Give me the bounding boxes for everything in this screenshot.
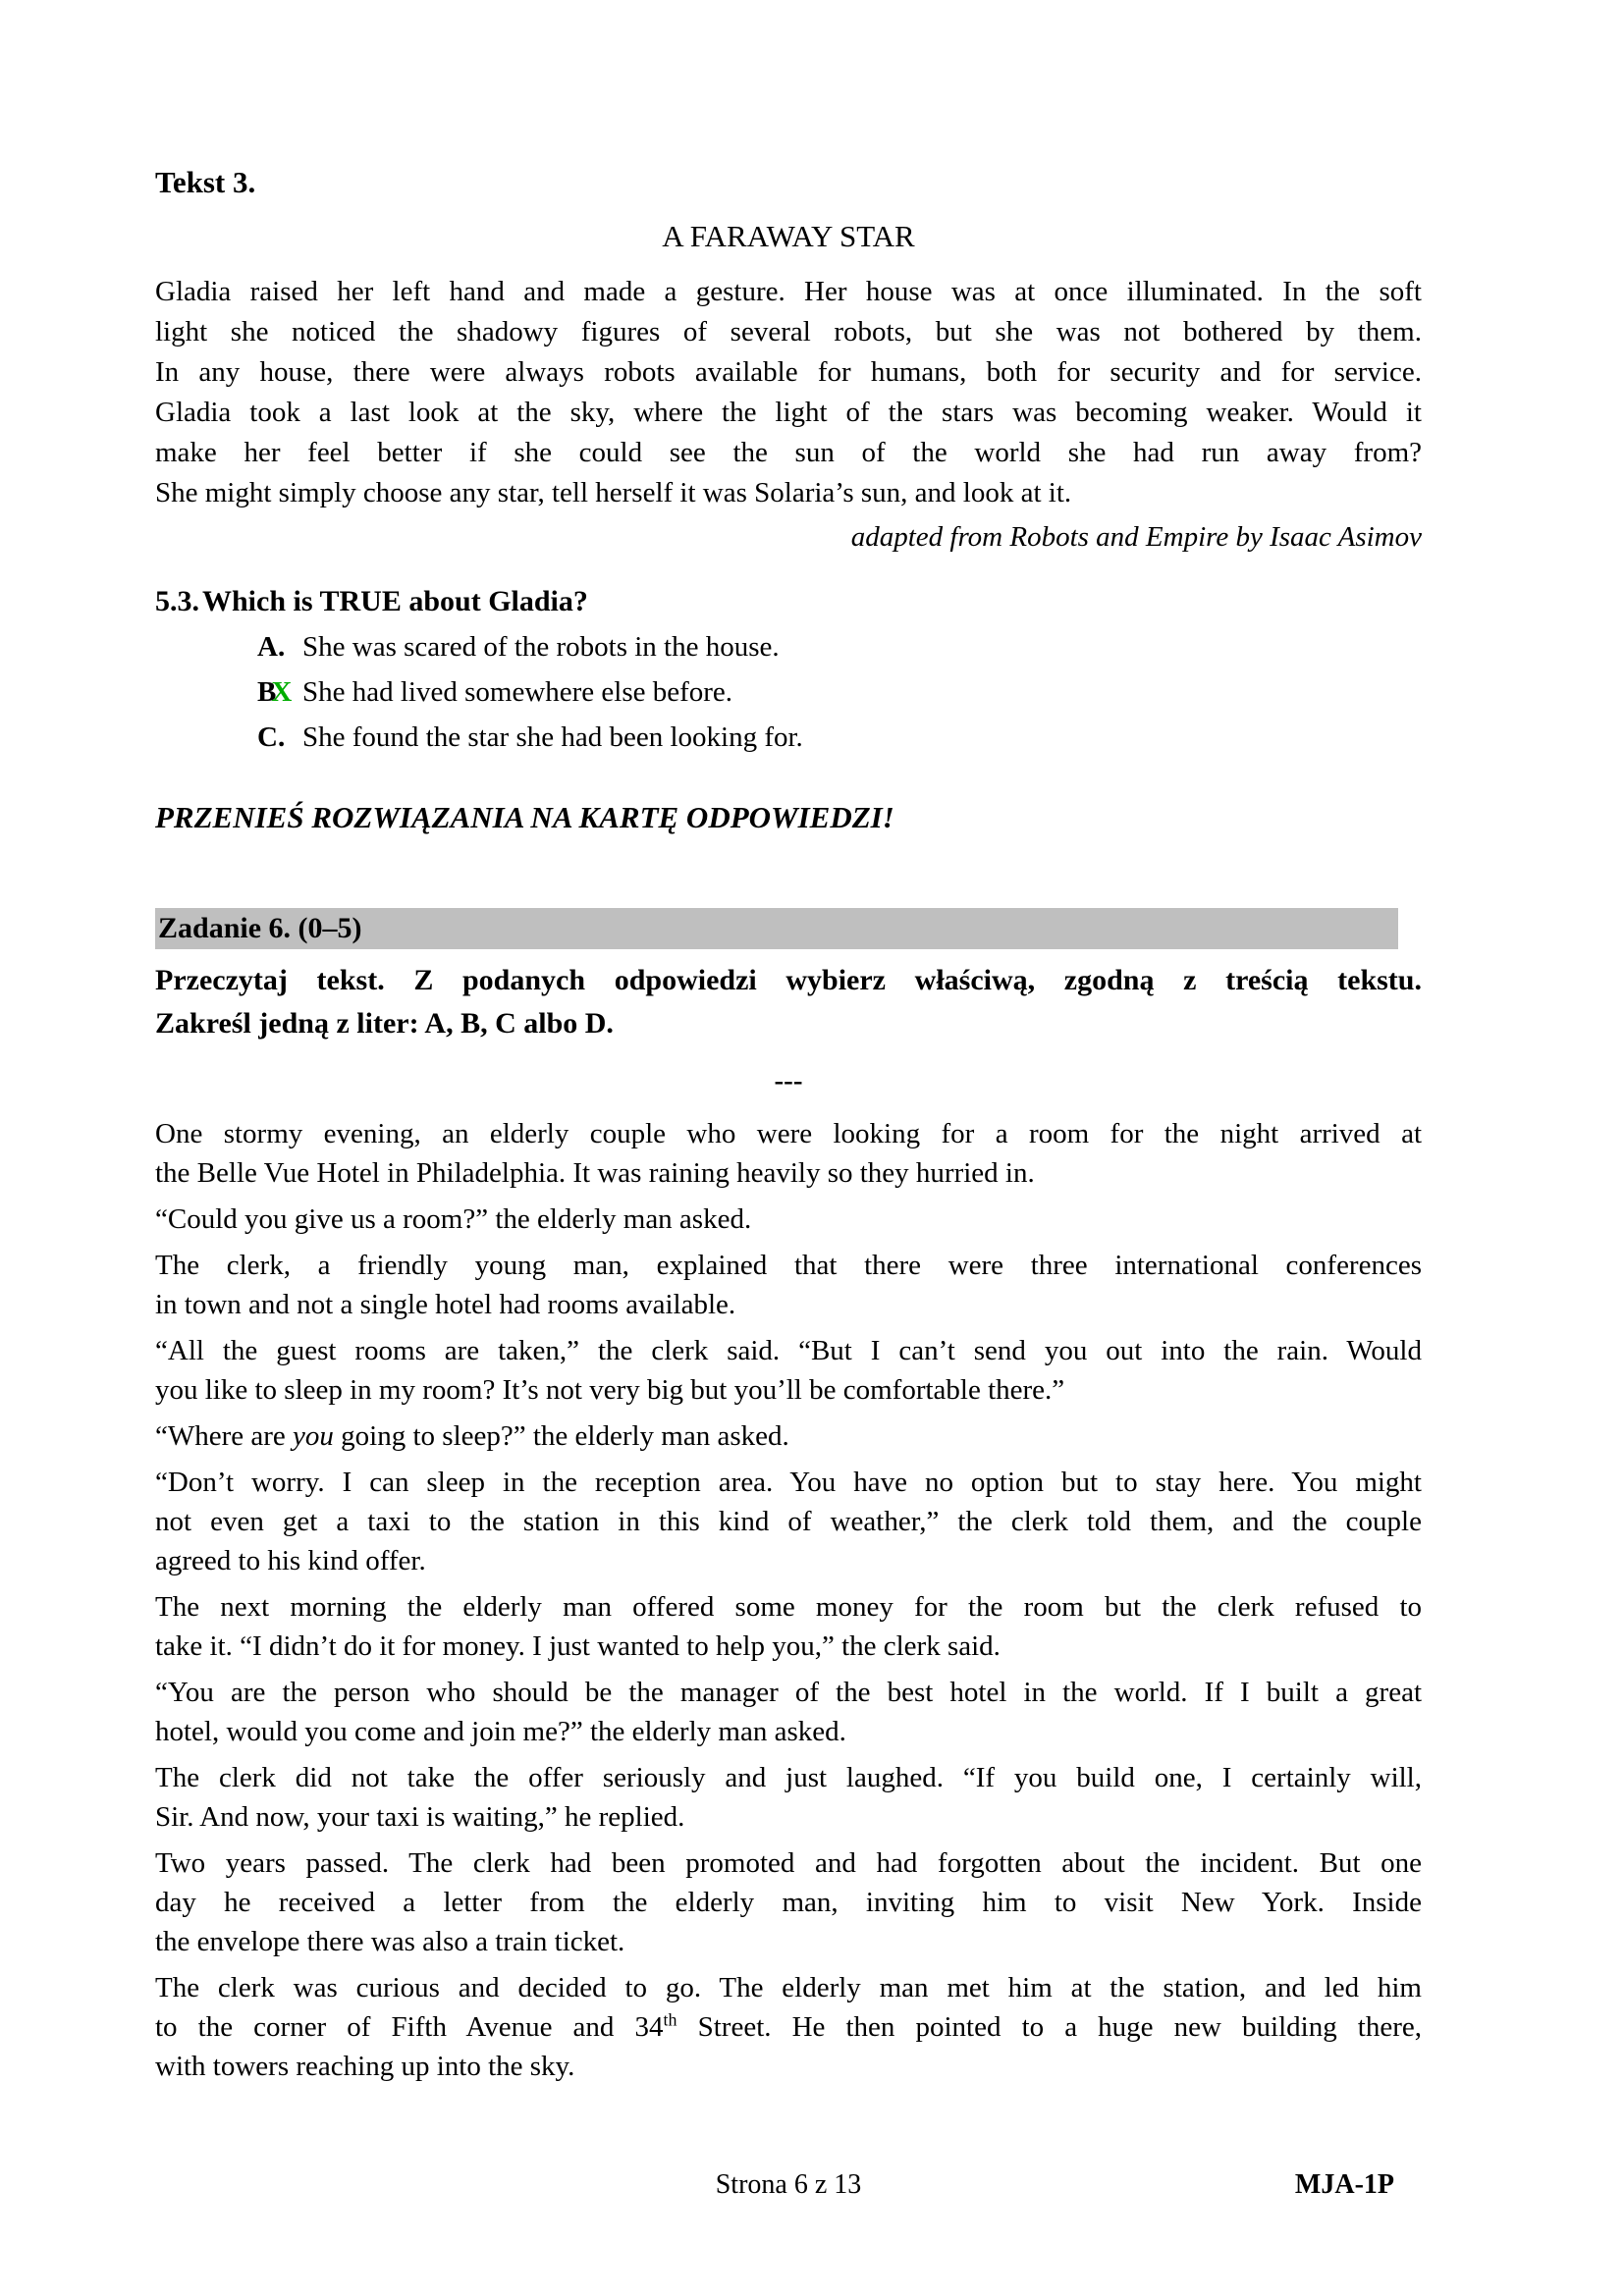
option-b-letter: [257, 672, 302, 712]
story-paragraph: [155, 1673, 1422, 1751]
text-segment: “All the guest rooms are taken,” the clerk said. “But I can’t send you out into the rain. Would: [155, 1335, 1422, 1366]
text-segment: “Where are: [155, 1420, 294, 1452]
page-footer: [155, 2167, 1422, 2207]
story-paragraph: [155, 1331, 1422, 1410]
option-c-letter: C.: [257, 721, 286, 753]
text-line: [155, 1370, 1422, 1410]
text-line: [155, 312, 1422, 352]
text-segment: Sir. And now, your taxi is waiting,” he replied.: [155, 1801, 685, 1833]
option-a[interactable]: [257, 627, 1422, 667]
text-line: [155, 1153, 1422, 1193]
italic-text: you: [293, 1420, 334, 1452]
question-heading: [155, 582, 1422, 621]
text-segment: “You are the person who should be the manager of the best hotel in the world. If I built a great: [155, 1677, 1422, 1708]
option-b[interactable]: [257, 672, 1422, 712]
text-line: [155, 1002, 1422, 1045]
task-header-bar: [155, 908, 1398, 949]
text-segment: Gladia took a last look at the sky, where the light of the stars was becoming weaker. Would it: [155, 397, 1422, 428]
text-segment: to the corner of Fifth Avenue and 34: [155, 2011, 664, 2043]
text-line: [155, 1200, 1422, 1239]
story-paragraph: [155, 1463, 1422, 1580]
text-segment: Street. He then pointed to a huge new building there,: [677, 2011, 1422, 2043]
text-segment: One stormy evening, an elderly couple who were looking for a room for the night arrived at: [155, 1118, 1422, 1149]
text-line: [155, 1712, 1422, 1751]
text-line: [155, 2047, 1422, 2086]
text-segment: Zakreśl jedną z liter: A, B, C albo D.: [155, 1007, 614, 1040]
text-segment: in town and not a single hotel had rooms available.: [155, 1289, 736, 1320]
story-paragraph: [155, 1114, 1422, 1193]
option-a-letter: A.: [257, 631, 286, 663]
text-segment: The clerk was curious and decided to go. The elderly man met him at the station, and led him: [155, 1972, 1422, 2003]
text-line: [155, 393, 1422, 433]
text3-section: [155, 162, 1422, 557]
text-line: [155, 2007, 1422, 2047]
text-segment: “Could you give us a room?” the elderly man asked.: [155, 1203, 752, 1235]
text-segment: agreed to his kind offer.: [155, 1545, 426, 1576]
text-line: [155, 1797, 1422, 1837]
text-line: [155, 1883, 1422, 1922]
page-number: Strona 6 z 13: [715, 2169, 862, 2200]
exam-code: MJA-1P: [1294, 2169, 1394, 2200]
transfer-note: PRZENIEŚ ROZWIĄZANIA NA KARTĘ ODPOWIEDZI!: [155, 800, 894, 834]
text-segment: going to sleep?” the elderly man asked.: [333, 1420, 789, 1452]
text-segment: make her feel better if she could see the sun of the world she had run away from?: [155, 437, 1422, 468]
text-segment: day he received a letter from the elderly man, inviting him to visit New York. Inside: [155, 1887, 1422, 1918]
answer-x-mark: X: [271, 676, 293, 708]
text-segment: Przeczytaj tekst. Z podanych odpowiedzi wybierz właściwą, zgodną z treścią tekstu.: [155, 964, 1422, 996]
text-segment: light she noticed the shadowy figures of several robots, but she was not bothered by them.: [155, 316, 1422, 347]
text-segment: take it. “I didn’t do it for money. I just wanted to help you,” the clerk said.: [155, 1630, 1001, 1662]
option-c-text: She found the star she had been looking for.: [302, 721, 803, 753]
story-paragraph: [155, 1246, 1422, 1324]
text-segment: with towers reaching up into the sky.: [155, 2051, 575, 2082]
text-segment: Gladia raised her left hand and made a gesture. Her house was at once illuminated. In the soft: [155, 276, 1422, 307]
text-line: [155, 1463, 1422, 1502]
story-paragraph: [155, 1758, 1422, 1837]
task-instructions: [155, 959, 1422, 1045]
text-segment: the envelope there was also a train ticket.: [155, 1926, 625, 1957]
text-segment: She might simply choose any star, tell herself it was Solaria’s sun, and look at it.: [155, 477, 1072, 508]
text-line: [155, 1968, 1422, 2007]
text-line: [155, 1502, 1422, 1541]
text3-attribution: adapted from Robots and Empire by Isaac Asimov: [850, 521, 1422, 553]
text-line: [155, 1246, 1422, 1285]
question-number: 5.3.: [155, 585, 199, 617]
text-segment: you like to sleep in my room? It’s not very big but you’ll be comfortable there.”: [155, 1374, 1065, 1406]
text-line: [155, 1587, 1422, 1627]
text-line: [155, 473, 1422, 513]
option-a-text: She was scared of the robots in the house.: [302, 631, 780, 663]
text-line: [155, 1758, 1422, 1797]
text-line: [155, 1541, 1422, 1580]
text-segment: hotel, would you come and join me?” the elderly man asked.: [155, 1716, 846, 1747]
text-segment: The clerk did not take the offer seriously and just laughed. “If you build one, I certainly will,: [155, 1762, 1422, 1793]
story-paragraph: [155, 1587, 1422, 1666]
text-line: [155, 1627, 1422, 1666]
text-segment: The next morning the elderly man offered some money for the room but the clerk refused to: [155, 1591, 1422, 1623]
separator-dashes: ---: [774, 1065, 803, 1096]
question-text: Which is TRUE about Gladia?: [202, 585, 588, 617]
text-line: [155, 959, 1422, 1002]
text-segment: In any house, there were always robots available for humans, both for security and for service.: [155, 356, 1422, 388]
option-b-text: She had lived somewhere else before.: [302, 676, 733, 708]
story-text: [155, 1114, 1422, 2086]
superscript-text: th: [663, 2009, 677, 2030]
story-paragraph: [155, 1200, 1422, 1239]
text-segment: not even get a taxi to the station in this kind of weather,” the clerk told them, and the couple: [155, 1506, 1422, 1537]
text-line: [155, 352, 1422, 393]
text-segment: The clerk, a friendly young man, explained that there were three international conferences: [155, 1250, 1422, 1281]
option-b-letter-char: B: [257, 676, 277, 708]
text-segment: “Don’t worry. I can sleep in the reception area. You have no option but to stay here. You might: [155, 1467, 1422, 1498]
text-line: [155, 1285, 1422, 1324]
text-line: [155, 1843, 1422, 1883]
text-line: [155, 1922, 1422, 1961]
text3-label: Tekst 3.: [155, 165, 256, 199]
story-paragraph: [155, 1843, 1422, 1961]
question-5-3: [155, 582, 1422, 757]
options-list: [257, 627, 1422, 757]
text-line: [155, 1114, 1422, 1153]
text-segment: Two years passed. The clerk had been promoted and had forgotten about the incident. But one: [155, 1847, 1422, 1879]
text3-paragraph: [155, 272, 1422, 513]
option-c[interactable]: [257, 718, 1422, 757]
text-line: [155, 433, 1422, 473]
task-header-label: Zadanie 6. (0–5): [158, 912, 362, 944]
text-segment: the Belle Vue Hotel in Philadelphia. It was raining heavily so they hurried in.: [155, 1157, 1035, 1189]
text-line: [155, 1331, 1422, 1370]
zadanie6-section: [155, 908, 1422, 2086]
story-paragraph: [155, 1416, 1422, 1456]
text-line: [155, 272, 1422, 312]
text-line: [155, 1673, 1422, 1712]
text-line: [155, 1416, 1422, 1456]
text3-title: A FARAWAY STAR: [662, 219, 915, 253]
story-paragraph: [155, 1968, 1422, 2086]
